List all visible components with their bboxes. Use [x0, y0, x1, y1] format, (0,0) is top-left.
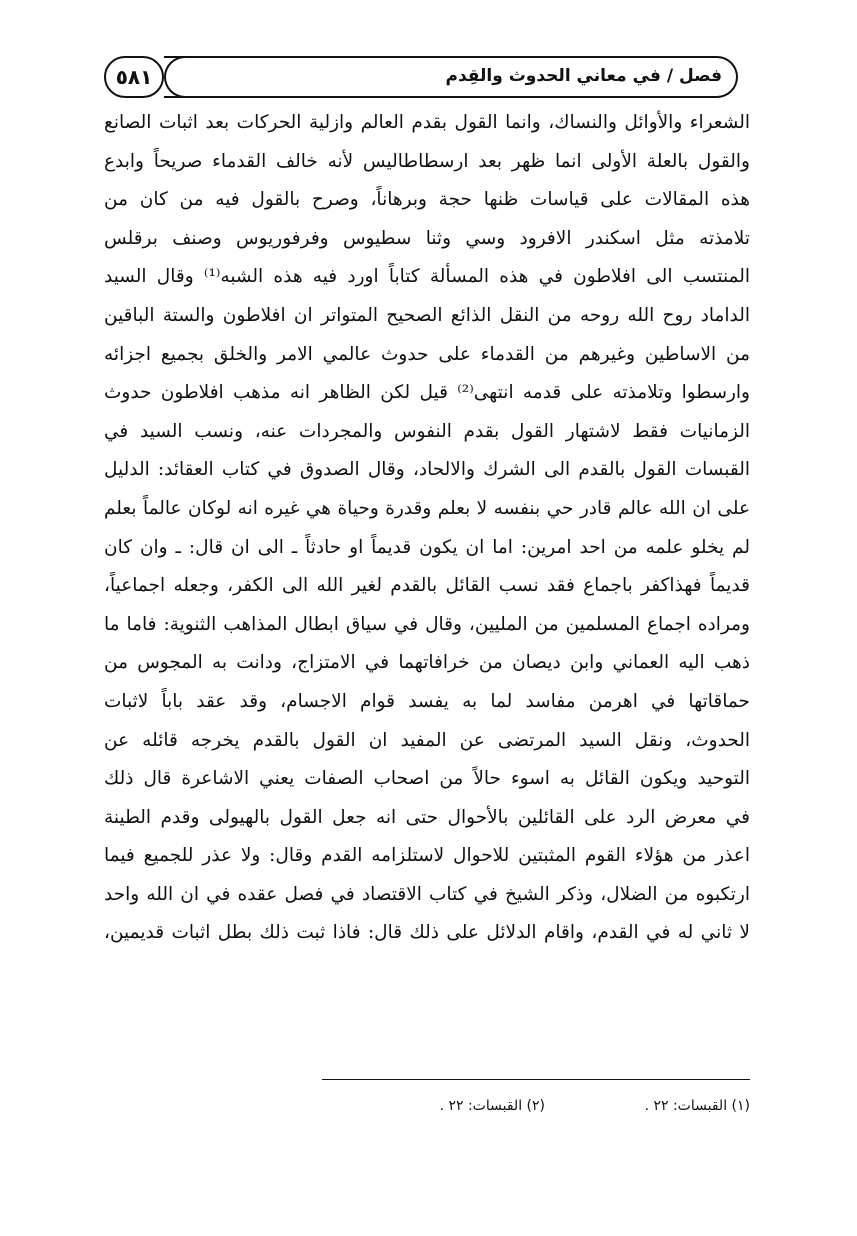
text-line: على ان الله عالم قادر حي بنفسه لا بعلم وقدرة وحياة هي غيره انه لوكان عالماً بعلم: [104, 497, 750, 519]
footnotes: [300, 1093, 750, 1119]
text-line: ذهب اليه العماني وابن ديصان من خرافاتهما في الامتزاج، ودانت به المجوس من: [104, 652, 750, 674]
text-line: والقول بالعلة الأولى انما ظهر بعد ارسطاطاليس لأنه خالف القدماء صريحاً وابدع: [104, 150, 750, 172]
footnote-separator: [322, 1079, 750, 1080]
text-line: هذه المقالات على قياسات ظنها حجة وبرهاناً، وصرح بالقول فيه من كان من: [104, 189, 750, 211]
text-line: ارتكبوه من الضلال، وذكر الشيخ في كتاب الاقتصاد في فصل عقده في ان الله واحد: [104, 883, 750, 905]
page-header: [104, 56, 744, 96]
text-line: الحدوث، ونقل السيد المرتضى عن المفيد ان القول بالقدم يخرجه قائله عن: [104, 729, 750, 751]
text-line: الداماد روح الله روحه من النقل الذائع الصحيح المتواتر ان افلاطون والستة الباقين: [104, 304, 750, 326]
text-line: لا ثاني له في القدم، واقام الدلائل على ذلك قال: فاذا ثبت ذلك بطل اثبات قديمين،: [104, 922, 750, 944]
text-line: التوحيد ويكون القائل به اسوء حالاً من اصحاب الصفات يعني الاشاعرة قال ذلك: [104, 768, 750, 790]
text-line: المنتسب الى افلاطون في هذه المسألة كتاباً اورد فيه هذه الشبه⁽¹⁾ وقال السيد: [104, 266, 750, 288]
text-line: الشعراء والأوائل والنساك، وانما القول بقدم العالم وازلية الحركات بعد اثبات الصانع: [104, 112, 750, 133]
text-line: في معرض الرد على القائلين بالأحوال حتى انه جعل القول بالهيولى وقدم الطينة: [104, 806, 750, 828]
text-line: من الاساطين وغيرهم من القدماء على حدوث عالمي الامر والخلق بجميع اجزائه: [104, 343, 750, 365]
text-line: قديماً فهذاكفر باجماع فقد نسب القائل بالقدم لغير الله الى الكفر، وجعله اجماعياً،: [104, 575, 750, 597]
text-line: اعذر من هؤلاء القوم المثبتين للاحوال لاستلزامه القدم وقال: ولا عذر للجميع فيما: [104, 845, 750, 867]
text-line: حماقاتها في اهرمن مفاسد لما به يفسد قوام الاجسام، وقد عقد باباً لاثبات: [104, 690, 750, 712]
page-number: ٥٨١: [104, 56, 164, 98]
footnote-1: (١) القبسات: ٢٢ .: [644, 1098, 750, 1114]
text-line: لم يخلو علمه من احد امرين: اما ان يكون قديماً او حادثاً ـ الى ان قال: ـ وان كان: [104, 536, 750, 558]
running-title: فصل / في معاني الحدوث والقِدم: [445, 66, 722, 86]
body-text: [104, 104, 750, 953]
text-line: الزمانيات فقط لاشتهار القول بقدم النفوس والمجردات عنه، ونسب السيد في: [104, 420, 750, 442]
footnote-2: (٢) القبسات: ٢٢ .: [439, 1098, 545, 1114]
text-line: تلامذته مثل اسكندر الافرود وسي وثنا سطيوس وفرفوريوس وصنف برقلس: [104, 227, 750, 249]
text-line: وارسطوا وتلامذته على قدمه انتهى⁽²⁾ قيل لكن الظاهر انه مذهب افلاطون حدوث: [104, 382, 750, 404]
text-line: ومراده اجماع المسلمين من المليين، وقال في سياق ابطال المذاهب الثنوية: فاما ما: [104, 613, 750, 635]
text-line: القبسات القول بالقدم الى الشرك والالحاد، وقال الصدوق في كتاب العقائد: الدليل: [104, 459, 750, 481]
